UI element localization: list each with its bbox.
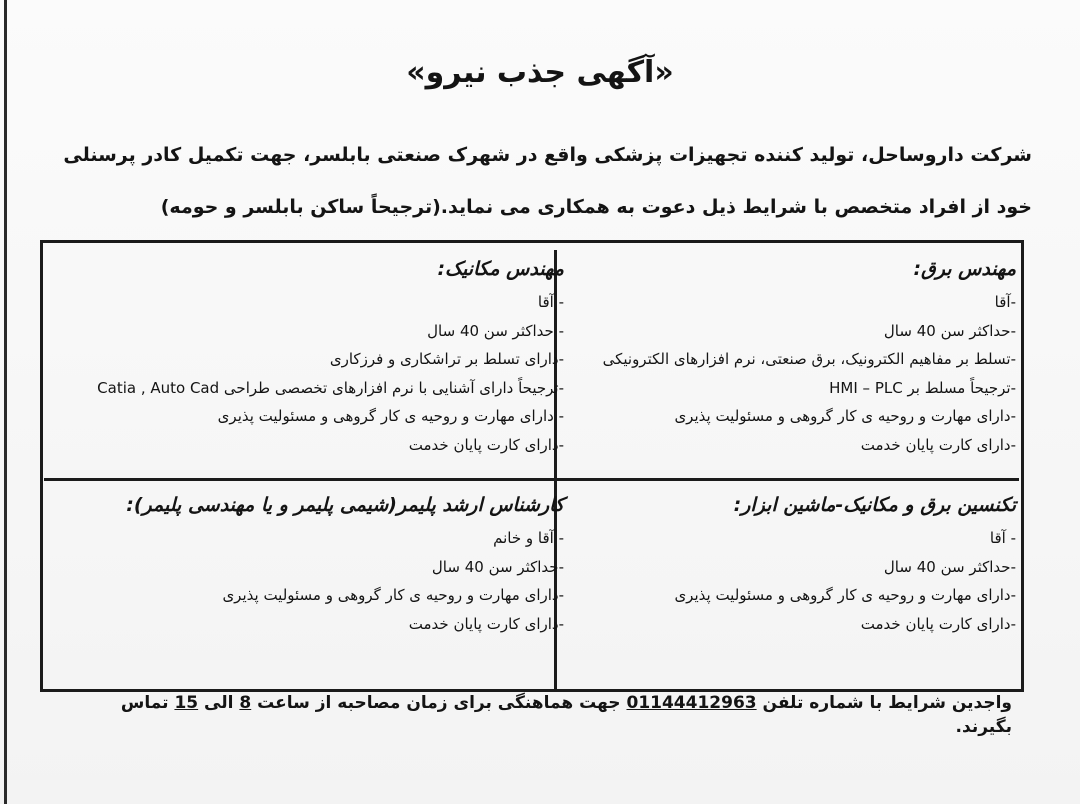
requirement-item: -ترجیحاً دارای آشنایی با نرم افزارهای تخصصی طراحی Catia , Auto Cad — [97, 378, 564, 397]
requirement-item: - حداکثر سن 40 سال — [427, 321, 564, 340]
requirement-item: -دارای کارت پایان خدمت — [860, 435, 1016, 454]
requirement-item: - دارای مهارت و روحیه ی کار گروهی و مسئولیت پذیری — [217, 407, 564, 425]
requirement-item: -حداکثر سن 40 سال — [883, 557, 1016, 576]
requirement-item: -دارای مهارت و روحیه ی کار گروهی و مسئولیت پذیری — [222, 586, 564, 604]
cell-title: کارشناس ارشد پلیمر(شیمی پلیمر و یا مهندسی پلیمر): — [126, 494, 564, 516]
footer-text: واجدین شرایط با شماره تلفن — [756, 693, 1012, 713]
page-title: «آگهی جذب نیرو» — [406, 55, 674, 90]
intro-line-2: خود از افراد متخصص با شرایط ذیل دعوت به همکاری می نماید.(ترجیحاً ساکن بابلسر و حومه) — [160, 196, 1032, 218]
cell-title: تکنسین برق و مکانیک-ماشین ابزار: — [733, 494, 1016, 516]
requirement-item: -دارای کارت پایان خدمت — [408, 614, 564, 633]
footer-text: تماس — [120, 693, 175, 713]
cell-mechanical-engineer — [52, 256, 564, 459]
requirement-item: -دارای کارت پایان خدمت — [408, 435, 564, 454]
requirement-item: - آقا — [989, 529, 1016, 547]
cell-title: مهندس برق: — [913, 258, 1016, 280]
hour-from: 8 — [239, 693, 252, 713]
page-border-left — [4, 0, 7, 804]
requirement-item: -تسلط بر مفاهیم الکترونیک، برق صنعتی، نرم افزارهای الکترونیکی — [602, 350, 1016, 368]
phone-number: 01144412963 — [626, 693, 757, 713]
requirement-item: - آقا — [537, 293, 564, 311]
requirement-item: -آقا — [994, 293, 1016, 311]
cell-electrical-engineer — [570, 256, 1016, 459]
cell-technician — [570, 492, 1016, 638]
requirement-item: -دارای کارت پایان خدمت — [860, 614, 1016, 633]
requirement-item: -حداکثر سن 40 سال — [431, 557, 564, 576]
footer-text: الی — [198, 693, 240, 713]
contact-footer — [22, 692, 1012, 740]
cell-polymer-expert — [52, 492, 564, 638]
requirement-item: -دارای تسلط بر تراشکاری و فرزکاری — [329, 350, 564, 368]
table-divider-horizontal — [44, 478, 1019, 481]
requirement-item: -دارای مهارت و روحیه ی کار گروهی و مسئولیت پذیری — [674, 407, 1016, 425]
intro-line-1: شرکت داروساحل، تولید کننده تجهیزات پزشکی واقع در شهرک صنعتی بابلسر، جهت تکمیل کادر پرسنلی — [63, 144, 1032, 166]
footer-line-2: بگیرند. — [955, 717, 1012, 737]
requirement-item: - آقا و خانم — [493, 529, 564, 547]
footer-line-1 — [22, 692, 1012, 716]
cell-title: مهندس مکانیک: — [437, 258, 564, 280]
requirement-item: -حداکثر سن 40 سال — [883, 321, 1016, 340]
hour-to: 15 — [174, 693, 199, 713]
requirement-item: -ترجیحاً مسلط بر HMI – PLC — [829, 378, 1016, 397]
requirement-item: -دارای مهارت و روحیه ی کار گروهی و مسئولیت پذیری — [674, 586, 1016, 604]
footer-text: جهت هماهنگی برای زمان مصاحبه از ساعت — [251, 693, 627, 713]
